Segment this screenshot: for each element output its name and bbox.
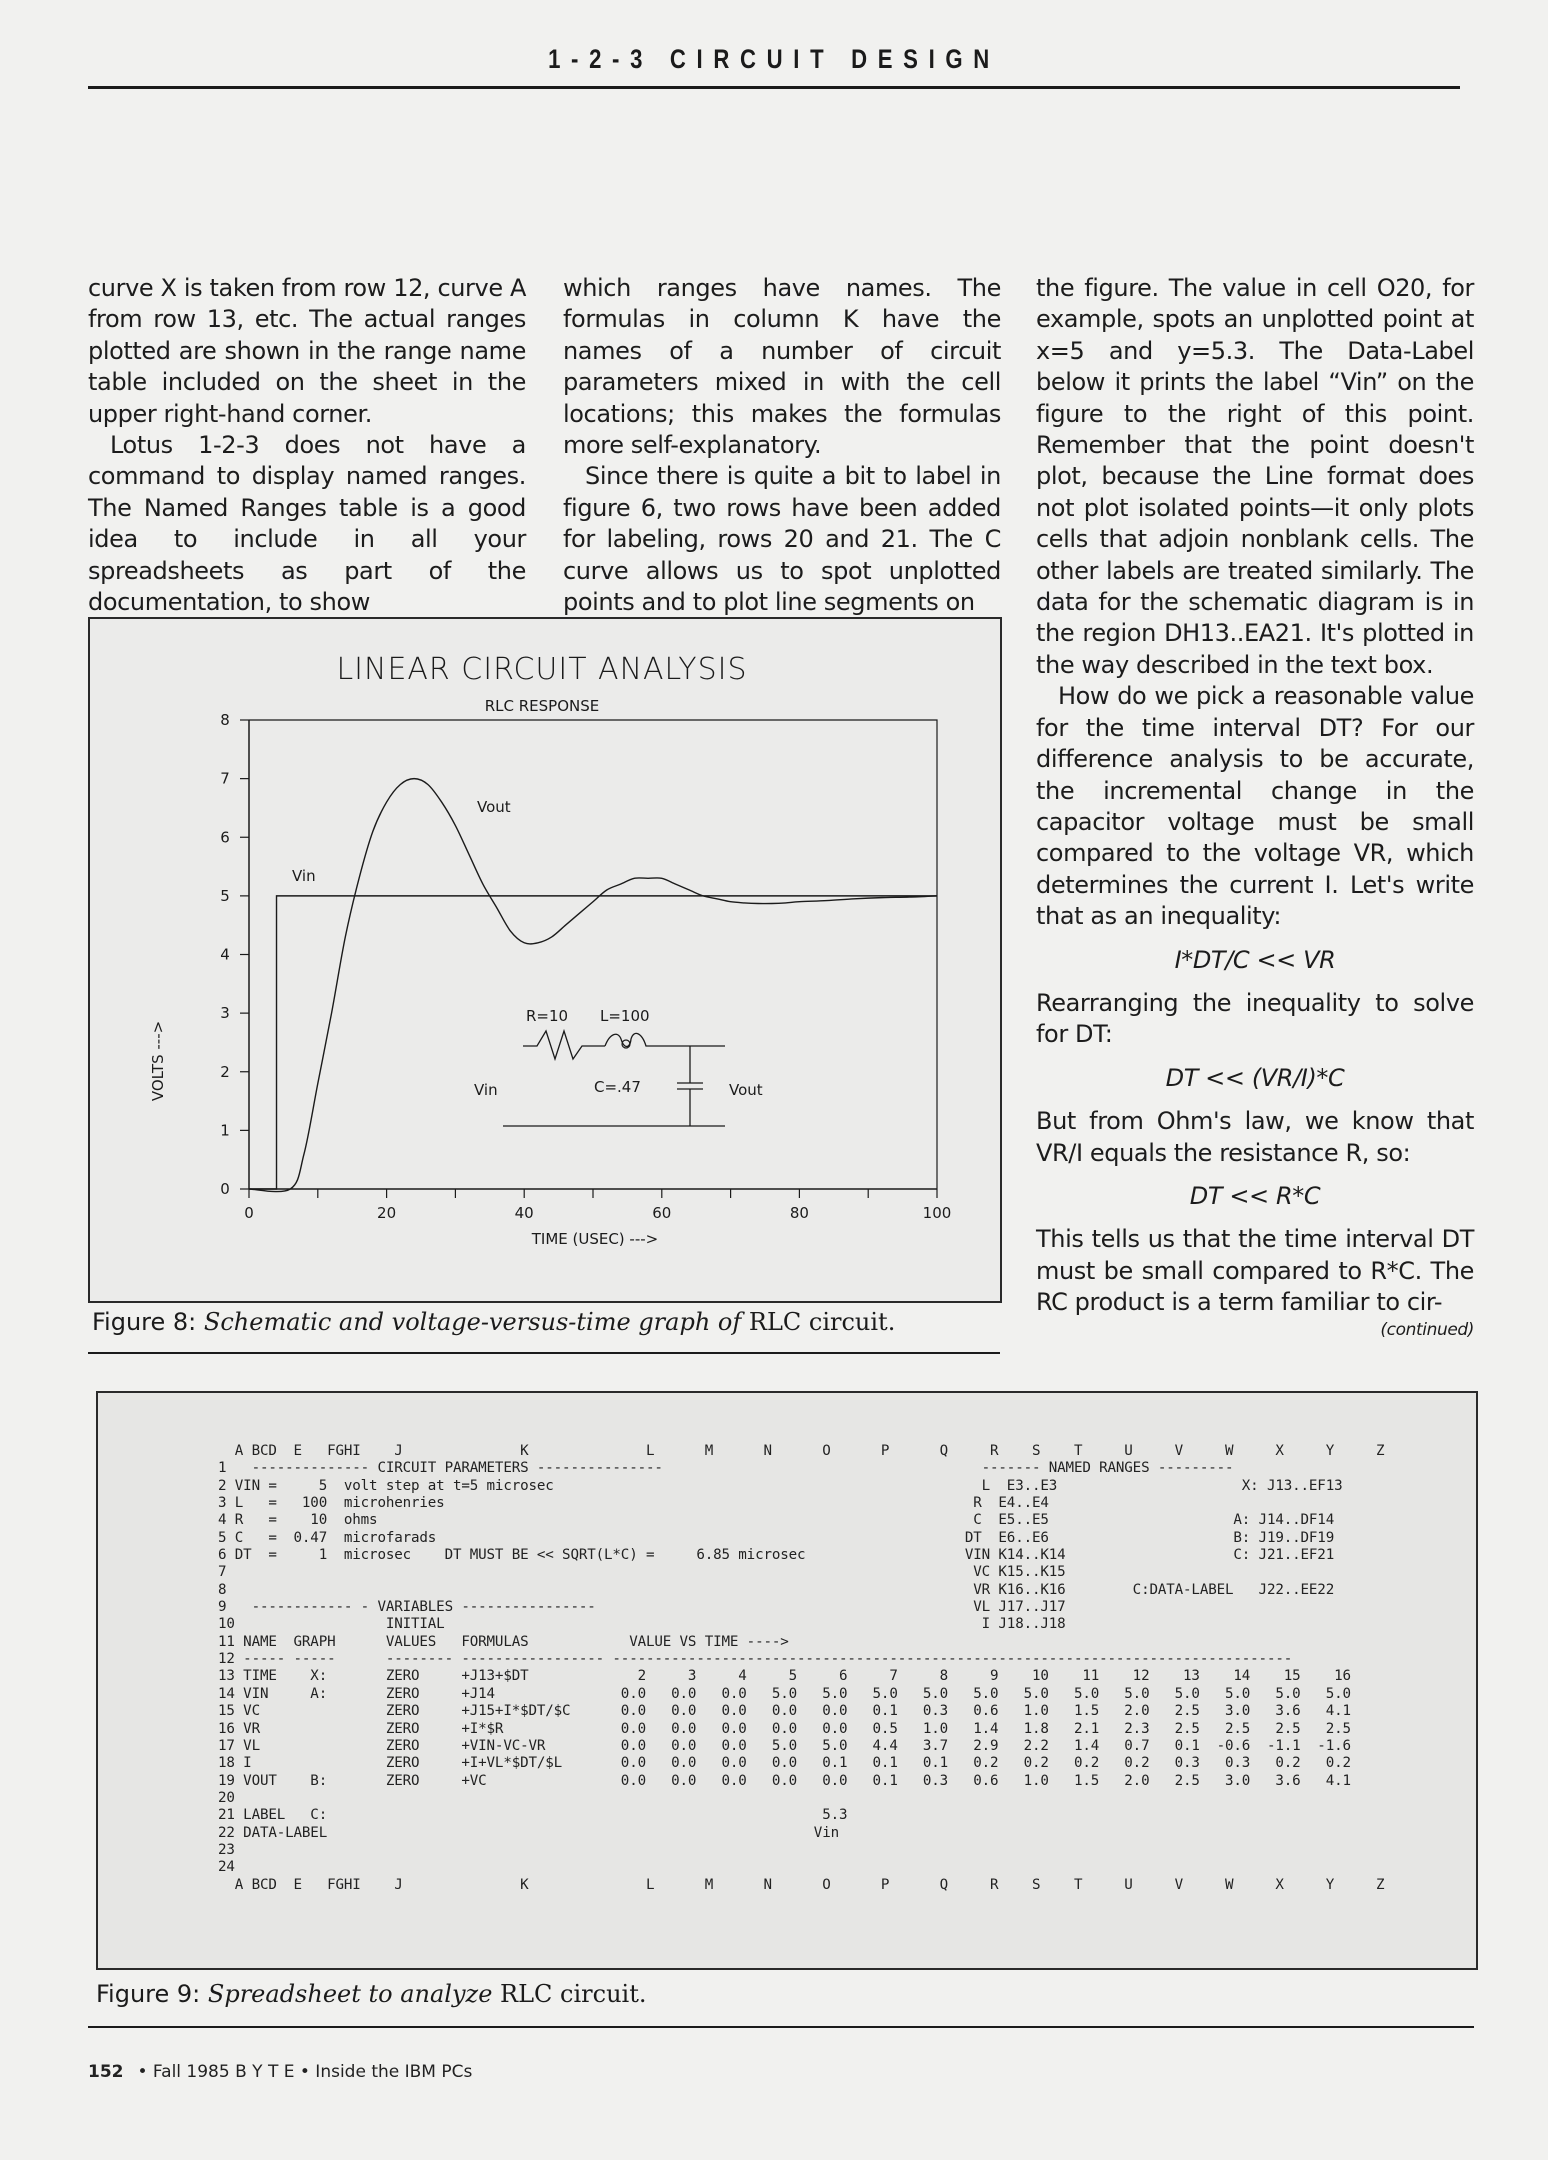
data-series: [249, 779, 937, 1192]
figure-9-caption: Figure 9: Spreadsheet to analyze RLC circuit.: [96, 1980, 647, 2008]
text-column-2: [563, 273, 1001, 618]
text-column-3: [1036, 273, 1474, 1341]
svg-text:1: 1: [220, 1121, 230, 1140]
svg-text:3: 3: [220, 1004, 230, 1023]
footer-text: • Fall 1985 B Y T E • Inside the IBM PCs: [137, 2062, 473, 2082]
paragraph: Rearranging the inequality to solve for DT:: [1036, 988, 1474, 1049]
series-vout-line: [249, 779, 937, 1192]
spreadsheet-row: 19 VOUT B: ZERO +VC 0.0 0.0 0.0 0.0 0.0 0.1 0.3 0.6 1.0 1.5 2.0 2.5 3.0 3.6 4.1: [218, 1772, 1351, 1789]
svg-text:60: 60: [652, 1204, 672, 1222]
svg-text:100: 100: [922, 1204, 952, 1222]
paragraph: curve X is taken from row 12, curve A from row 13, etc. The actual ranges plotted are shown in the range name table included on the sheet in the upper right-hand corner.: [88, 274, 526, 428]
spreadsheet-row: 4 R = 10 ohms C E5..E5 A: J14..DF14: [218, 1512, 1335, 1529]
svg-text:6: 6: [220, 828, 230, 847]
rlc-schematic: [474, 1007, 763, 1126]
spreadsheet-row: A BCD E FGHI J K L M N O P Q R S T U V W X Y Z: [218, 1443, 1385, 1459]
paragraph: Since there is quite a bit to label in figure 6, two rows have been added for labeling, rows 20 and 21. The C curve allows us to spot unplotted points and to plot line segments on: [563, 462, 1001, 617]
equation: DT << (VR/I)*C: [1165, 1063, 1345, 1092]
spreadsheet-row: 8 VR K16..K16 C:DATA-LABEL J22..EE22: [218, 1581, 1335, 1598]
spreadsheet-row: 24: [218, 1859, 235, 1876]
svg-text:80: 80: [789, 1204, 809, 1222]
spreadsheet-figure: [96, 1391, 1478, 1970]
paragraph: which ranges have names. The formulas in column K have the names of a number of circuit parameters mixed in with the cell locations; this makes the formulas more self-explanatory.: [563, 274, 1001, 460]
spreadsheet-row: 2 VIN = 5 volt step at t=5 microsec L E3..E3 X: J13..EF13: [218, 1477, 1343, 1494]
spreadsheet-row: 22 DATA-LABEL Vin: [218, 1824, 839, 1841]
vout-label: Vout: [729, 1081, 763, 1099]
paragraph: But from Ohm's law, we know that VR/I equals the resistance R, so:: [1036, 1107, 1474, 1167]
spreadsheet-row: 13 TIME X: ZERO +J13+$DT 2 3 4 5 6 7 8 9 10 11 12 13 14 15 16: [218, 1668, 1351, 1685]
spreadsheet-row: 15 VC ZERO +J15+I*$DT/$C 0.0 0.0 0.0 0.0 0.0 0.1 0.3 0.6 1.0 1.5 2.0 2.5 3.0 3.6 4.1: [218, 1703, 1351, 1720]
spreadsheet-row: 23: [218, 1841, 235, 1858]
spreadsheet-row: 20: [218, 1789, 235, 1806]
figure-9-rule: [88, 2026, 1474, 2028]
spreadsheet-row: 18 I ZERO +I+VL*$DT/$L 0.0 0.0 0.0 0.0 0.1 0.1 0.1 0.2 0.2 0.2 0.2 0.3 0.3 0.2 0.2: [218, 1755, 1351, 1772]
figure-8-caption: Figure 8: Schematic and voltage-versus-time graph of RLC circuit.: [92, 1308, 896, 1336]
svg-text:0: 0: [220, 1180, 230, 1198]
svg-text:8: 8: [220, 711, 230, 729]
inductor-label: L=100: [600, 1007, 650, 1025]
figure-8-rule: [88, 1352, 1000, 1354]
page-number: 152: [88, 2062, 124, 2082]
spreadsheet-row: 21 LABEL C: 5.3: [218, 1807, 848, 1824]
continued-note: (continued): [1380, 1319, 1474, 1340]
capacitor-icon: [677, 1046, 703, 1126]
spreadsheet-row: 5 C = 0.47 microfarads DT E6..E6 B: J19..DF19: [218, 1529, 1335, 1546]
spreadsheet-listing: [218, 1443, 1384, 1894]
plot-area: [249, 720, 937, 1189]
spreadsheet-row: 17 VL ZERO +VIN-VC-VR 0.0 0.0 0.0 5.0 5.0 4.4 3.7 2.9 2.2 1.4 0.7 0.1 -0.6 -1.1 -1.6: [218, 1737, 1351, 1754]
series-label-vout: Vout: [477, 798, 511, 816]
running-head: 1-2-3 CIRCUIT DESIGN: [548, 44, 1000, 74]
svg-text:5: 5: [220, 886, 230, 905]
y-axis-label: VOLTS --->: [149, 1020, 167, 1102]
inductor-icon: [605, 1033, 725, 1046]
spreadsheet-row: 6 DT = 1 microsec DT MUST BE << SQRT(L*C) = 6.85 microsec VIN K14..K14 C: J21..EF21: [218, 1547, 1335, 1564]
series-label-vin: Vin: [292, 867, 316, 885]
equation: I*DT/C << VR: [1174, 945, 1336, 974]
spreadsheet-row: A BCD E FGHI J K L M N O P Q R S T U V W X Y Z: [218, 1876, 1385, 1893]
axes: [220, 711, 951, 1222]
text-column-1: [88, 273, 526, 618]
svg-text:20: 20: [377, 1204, 397, 1222]
equation: DT << R*C: [1189, 1181, 1321, 1210]
spreadsheet-row: 3 L = 100 microhenries R E4..E4: [218, 1495, 1049, 1512]
paragraph: How do we pick a reasonable value for the time interval DT? For our difference analysis to be accurate, the incremental change in the capacitor voltage must be small compared to the voltage VR, which determines the current I. Let's write that as an inequality:: [1036, 682, 1474, 931]
spreadsheet-row: 7 VC K15..K15: [218, 1564, 1066, 1581]
spreadsheet-row: 11 NAME GRAPH VALUES FORMULAS VALUE VS TIME ---->: [218, 1633, 789, 1650]
header-rule: [88, 86, 1460, 89]
spreadsheet-row: 14 VIN A: ZERO +J14 0.0 0.0 0.0 5.0 5.0 5.0 5.0 5.0 5.0 5.0 5.0 5.0 5.0 5.0 5.0: [218, 1685, 1351, 1702]
spreadsheet-row: 16 VR ZERO +I*$R 0.0 0.0 0.0 0.0 0.0 0.5 1.0 1.4 1.8 2.1 2.3 2.5 2.5 2.5 2.5: [218, 1720, 1351, 1737]
resistor-label: R=10: [526, 1007, 569, 1025]
capacitor-label: C=.47: [594, 1078, 641, 1096]
resistor-icon: [523, 1031, 605, 1059]
spreadsheet-row: 1 -------------- CIRCUIT PARAMETERS --------------- ------- NAMED RANGES ---------: [218, 1460, 1234, 1477]
paragraph: This tells us that the time interval DT must be small compared to R*C. The RC product is a term familiar to cir-: [1036, 1225, 1474, 1317]
rlc-response-chart: [90, 619, 1000, 1301]
paragraph: the figure. The value in cell O20, for example, spots an unplotted point at x=5 and y=5.3. The Data-Label below it prints the label “Vin” on the figure to the right of this point. Remember that the point doesn't plot, because the Line format does not plot isolated points—it only plots cells that adjoin nonblank cells. The other labels are treated similarly. The data for the schematic diagram is in the region DH13..EA21. It's plotted in the way described in the text box.: [1036, 274, 1474, 679]
svg-text:4: 4: [220, 945, 230, 964]
svg-text:7: 7: [220, 769, 230, 788]
paragraph: Lotus 1-2-3 does not have a command to display named ranges. The Named Ranges table is a good idea to include in all your spreadsheets as part of the documentation, to show: [88, 431, 526, 617]
spreadsheet-row: 9 ------------ - VARIABLES ---------------- VL J17..J17: [218, 1599, 1066, 1616]
svg-text:40: 40: [514, 1204, 534, 1222]
page-footer: [88, 2062, 472, 2082]
svg-text:2: 2: [220, 1062, 230, 1081]
chart-title: LINEAR CIRCUIT ANALYSIS: [336, 652, 748, 687]
vin-label: Vin: [474, 1081, 498, 1099]
x-axis-label: TIME (USEC) --->: [531, 1230, 659, 1248]
series-vin-line: [249, 896, 937, 1189]
svg-text:0: 0: [244, 1204, 254, 1222]
chart-subtitle: RLC RESPONSE: [484, 697, 600, 715]
spreadsheet-row: 10 INITIAL I J18..J18: [218, 1616, 1066, 1633]
spreadsheet-row: 12 ----- ----- -------- ----------------- ---------------------------------------------------------------------------------: [218, 1651, 1293, 1668]
figure-8-frame: [88, 617, 1002, 1303]
